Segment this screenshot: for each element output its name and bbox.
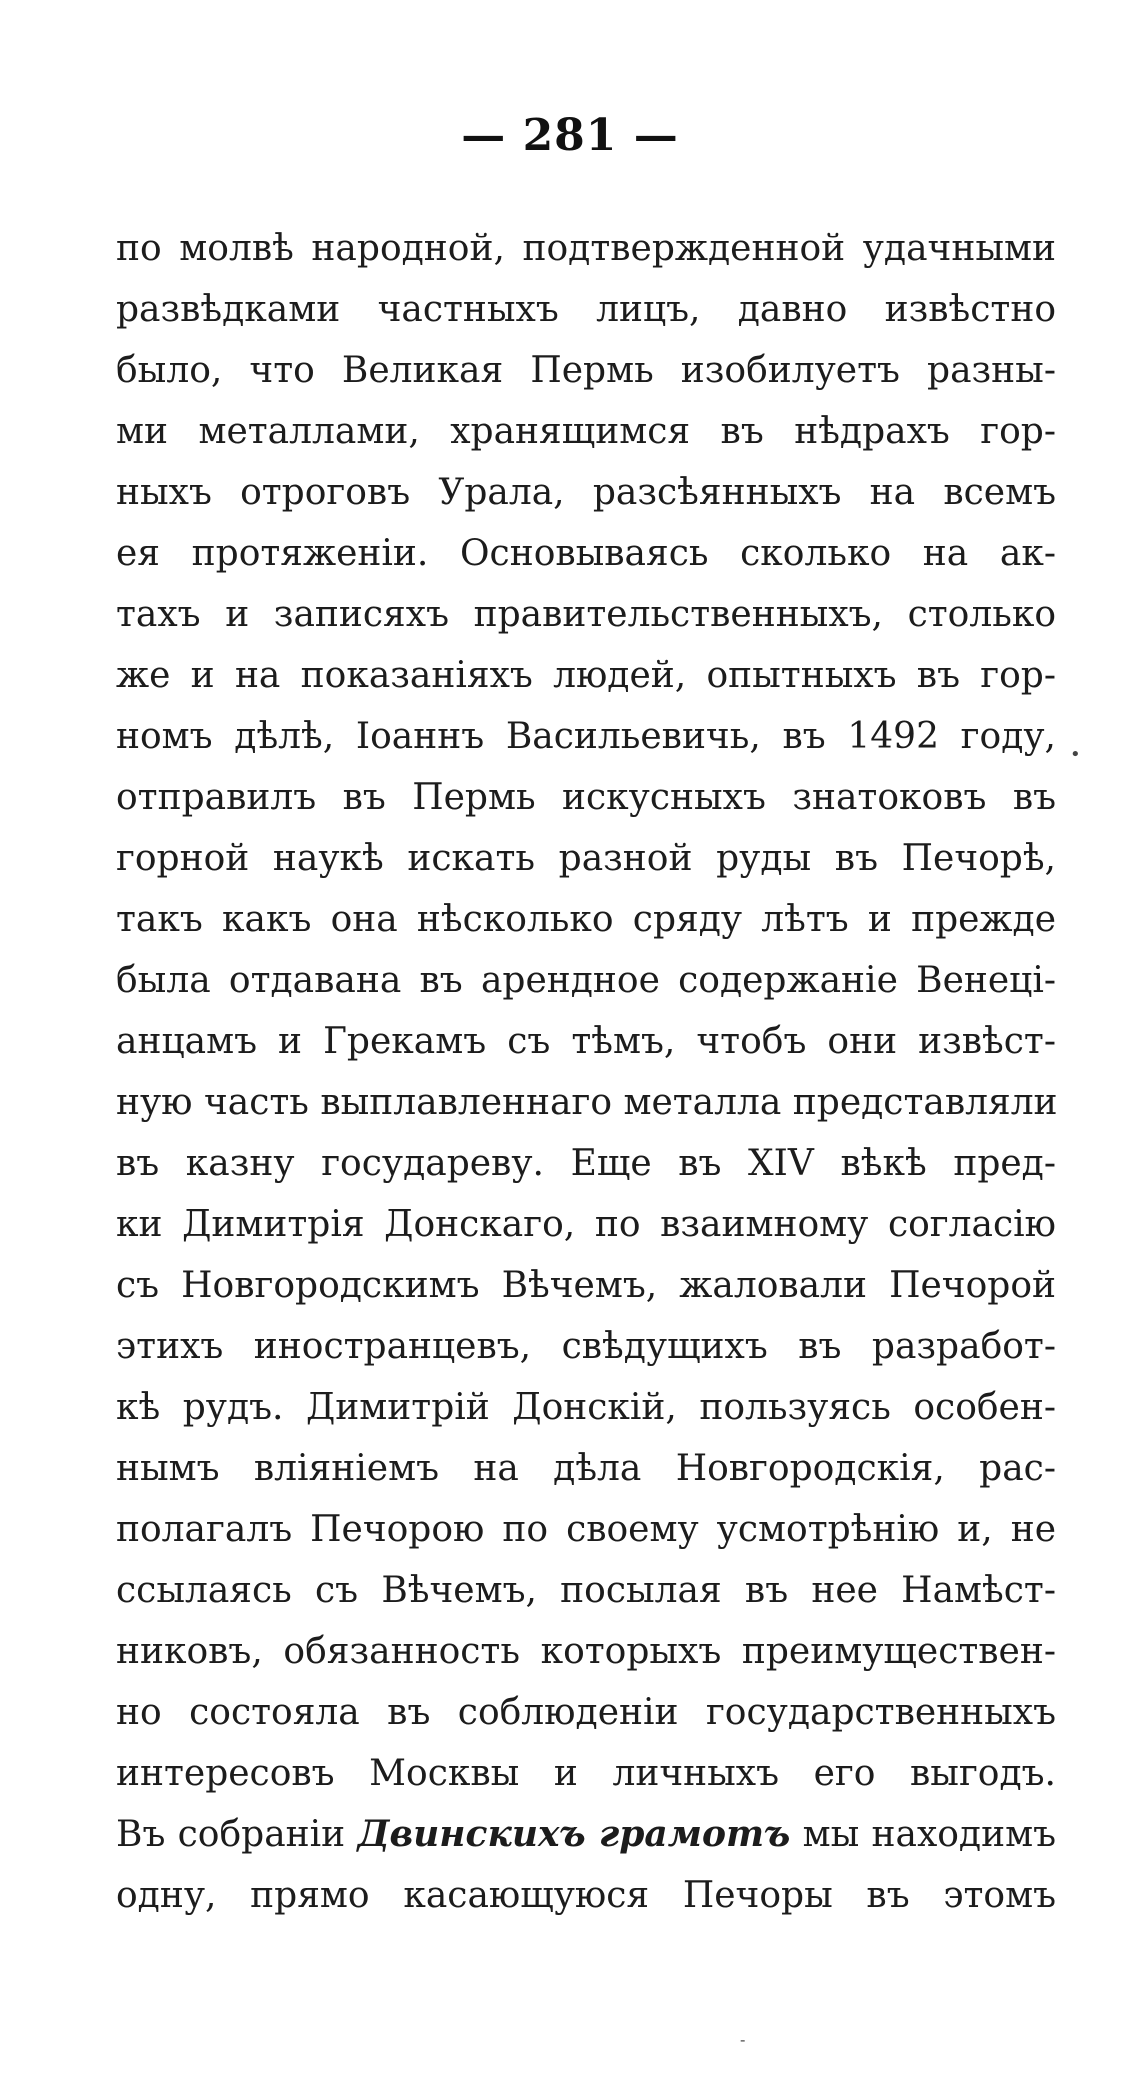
text-line: тахъ и записяхъ правительственныхъ, столько <box>116 594 1056 635</box>
text-line: нымъ вліяніемъ на дѣла Новгородскія, рас- <box>116 1448 1056 1489</box>
text-line: отправилъ въ Пермь искусныхъ знатоковъ въ <box>116 777 1056 818</box>
text-line: одну, прямо касающуюся Печоры въ этомъ <box>116 1875 1056 1916</box>
text-line: анцамъ и Грекамъ съ тѣмъ, чтобъ они извѣст- <box>116 1021 1056 1062</box>
text-line: ную часть выплавленнаго металла представляли <box>116 1082 1058 1123</box>
text-line: было, что Великая Пермь изобилуетъ разны- <box>116 350 1056 391</box>
text-line: съ Новгородскимъ Вѣчемъ, жаловали Печорой <box>116 1265 1056 1306</box>
text-line: но состояла въ соблюденіи государственныхъ <box>116 1692 1056 1733</box>
text-line: была отдавана въ арендное содержаніе Венеці- <box>116 960 1056 1001</box>
text-segment: мы находимъ <box>802 1814 1057 1855</box>
text-line: по молвѣ народной, подтвержденной удачными <box>116 228 1056 269</box>
text-body <box>116 218 1056 1926</box>
text-line: никовъ, обязанность которыхъ преимуществен- <box>116 1631 1056 1672</box>
text-line: развѣдками частныхъ лицъ, давно извѣстно <box>116 289 1056 330</box>
text-line: же и на показаніяхъ людей, опытныхъ въ гор- <box>116 655 1056 696</box>
text-line: номъ дѣлѣ, Іоаннъ Васильевичь, въ 1492 году, <box>116 716 1056 757</box>
text-line: кѣ рудъ. Димитрій Донскій, пользуясь особен- <box>116 1387 1056 1428</box>
text-line: горной наукѣ искать разной руды въ Печорѣ, <box>116 838 1056 879</box>
text-line: ссылаясь съ Вѣчемъ, посылая въ нее Намѣст- <box>116 1570 1056 1611</box>
text-line: интересовъ Москвы и личныхъ его выгодъ. <box>116 1753 1056 1794</box>
text-line-with-title <box>116 1804 1056 1865</box>
text-line: такъ какъ она нѣсколько сряду лѣтъ и прежде <box>116 899 1056 940</box>
page-number: — 281 — <box>461 110 679 161</box>
text-line: ныхъ отроговъ Урала, разсѣянныхъ на всемъ <box>116 472 1056 513</box>
document-title-italic: Двинскихъ грамотъ <box>357 1813 791 1855</box>
text-segment: Въ собраніи <box>116 1814 346 1855</box>
text-line: ми металлами, хранящимся въ нѣдрахъ гор- <box>116 411 1056 452</box>
text-line: ея протяженіи. Основываясь сколько на ак- <box>116 533 1056 574</box>
text-line: въ казну государеву. Еще въ XIV вѣкѣ пред- <box>116 1143 1056 1184</box>
print-speck: • <box>1070 744 1081 765</box>
text-line: ки Димитрія Донскаго, по взаимному согласію <box>116 1204 1056 1245</box>
text-line: этихъ иностранцевъ, свѣдущихъ въ разработ- <box>116 1326 1056 1367</box>
print-speck: - <box>740 2030 746 2049</box>
text-line: полагалъ Печорою по своему усмотрѣнію и, не <box>116 1509 1056 1550</box>
